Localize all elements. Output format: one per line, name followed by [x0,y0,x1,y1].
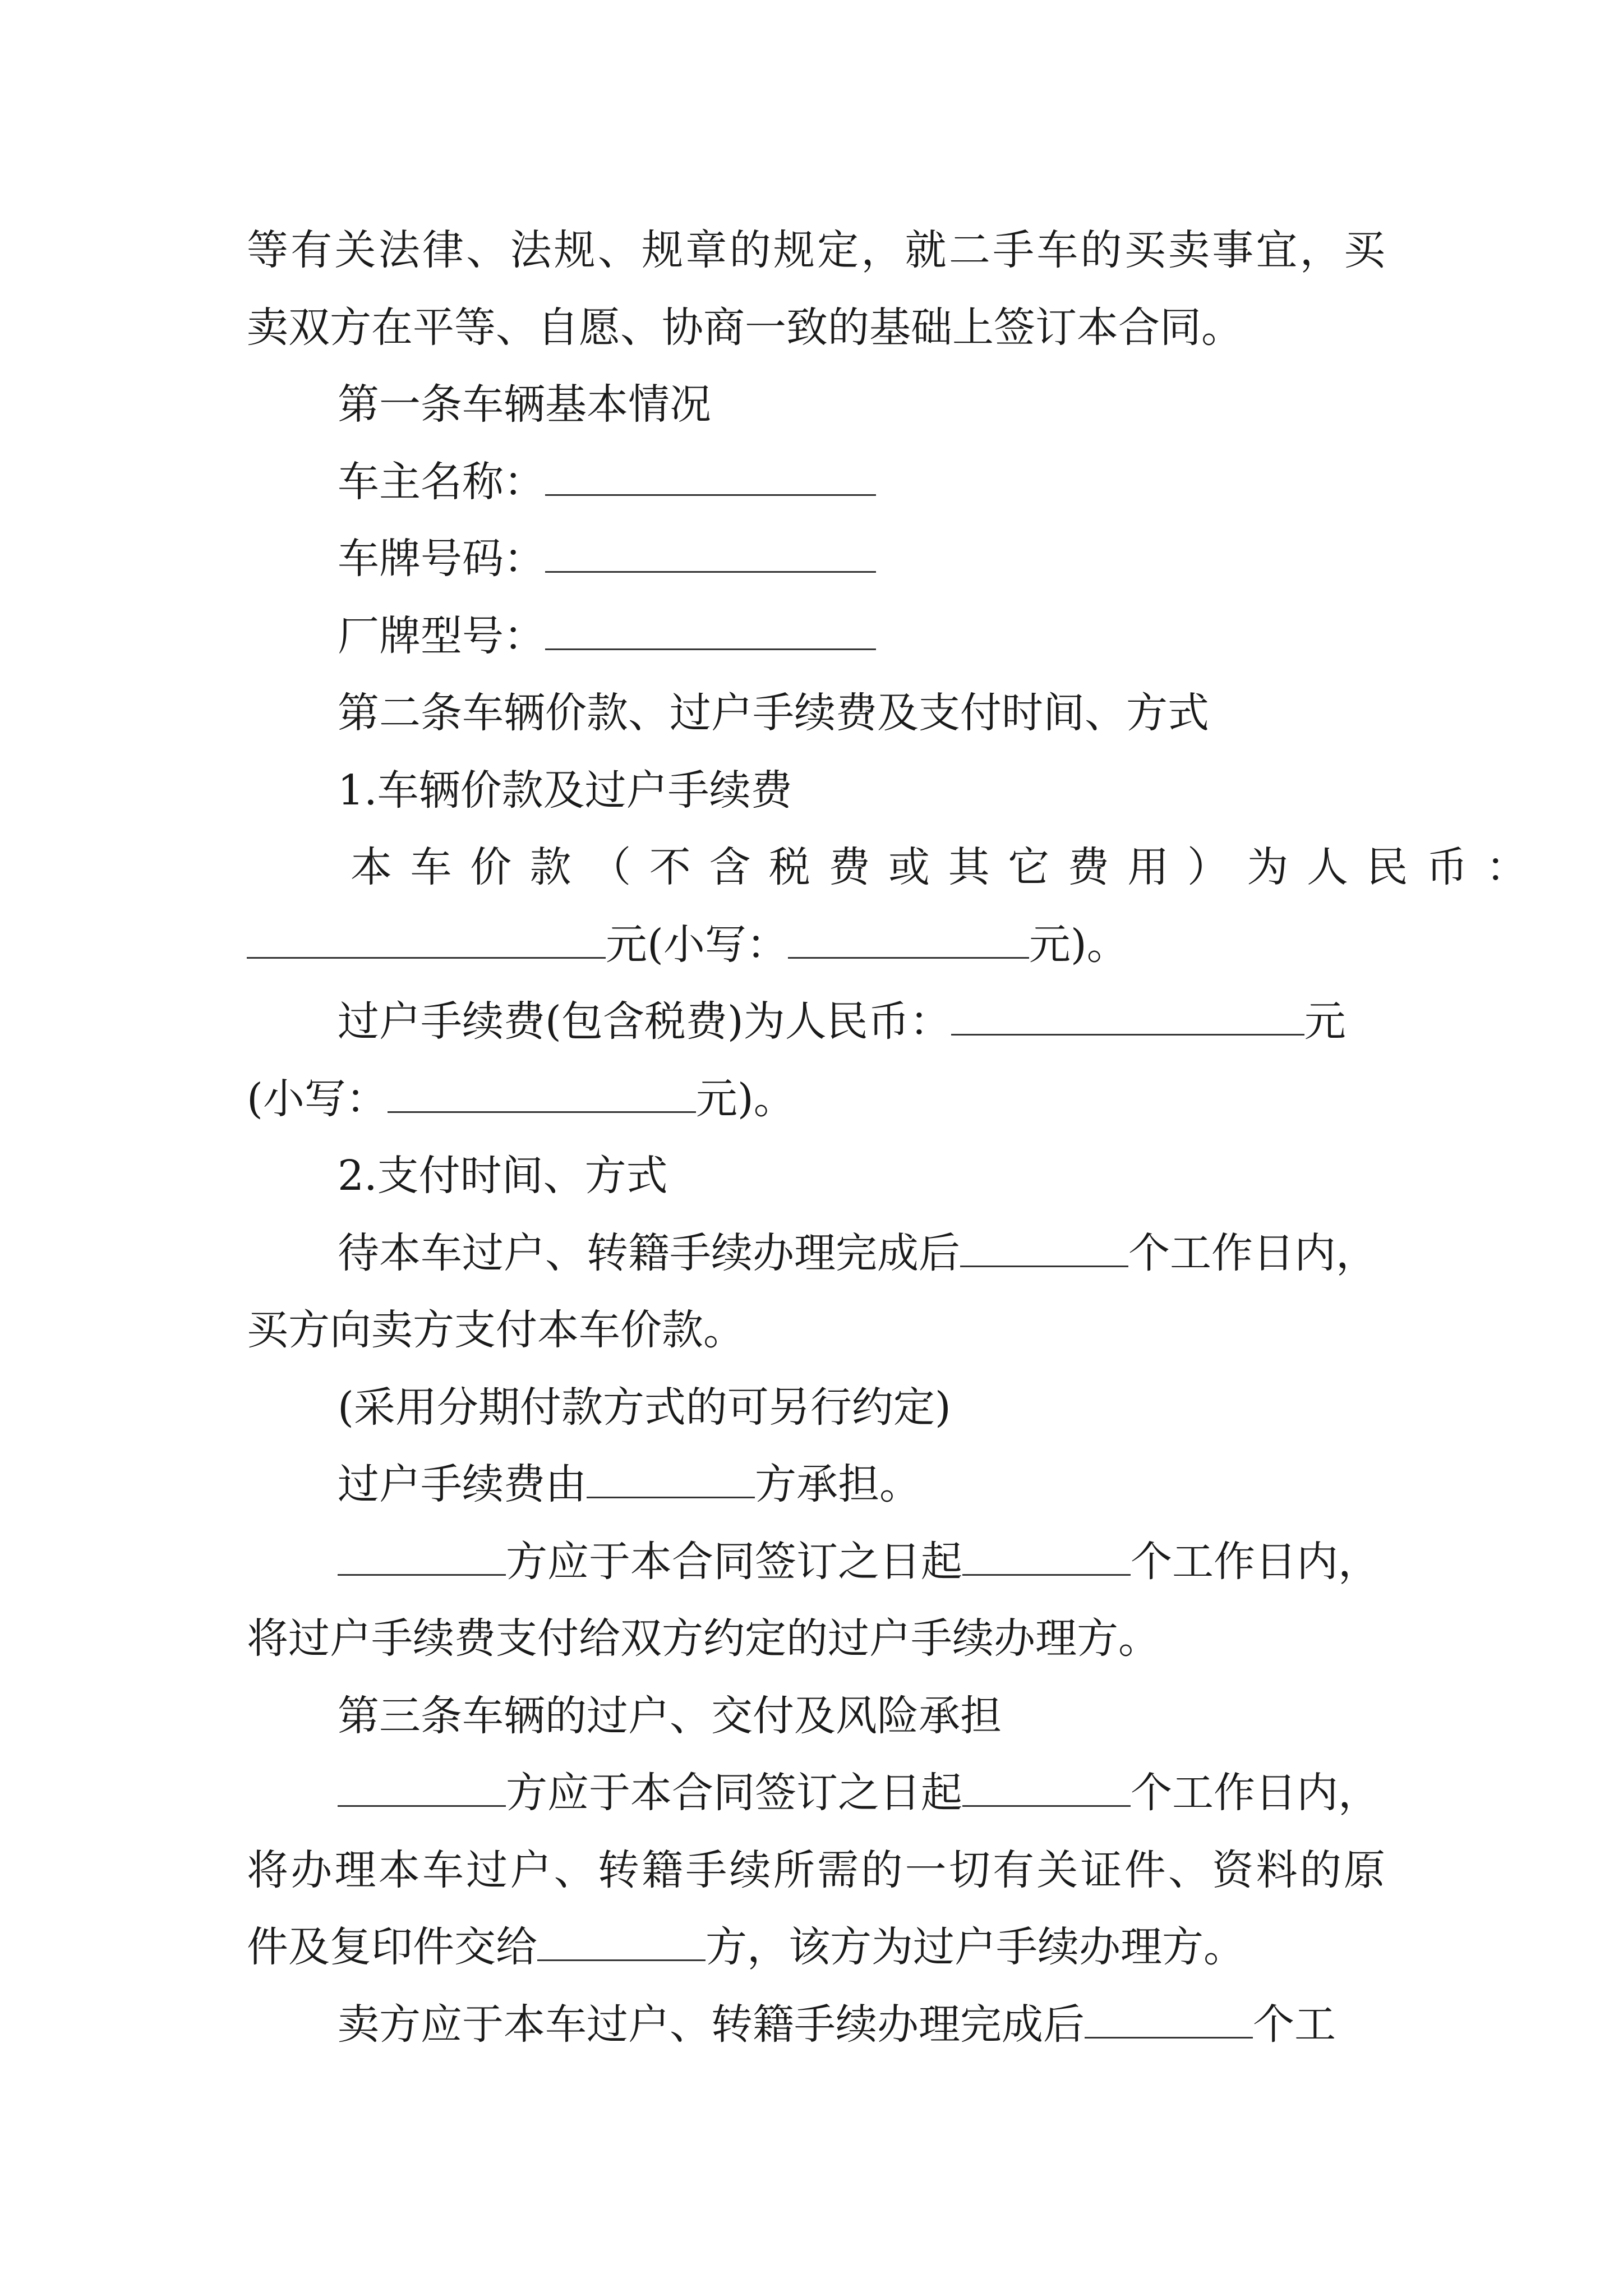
text-segment: 方，该方为过户手续办理方。 [706,1923,1245,1971]
paragraph-line [247,1600,1385,1678]
text-segment: 方承担。 [755,1460,921,1508]
text-segment: 个工作日内， [1131,1769,1380,1817]
text-segment: 个工 [1253,2000,1336,2049]
form-row-fee-payer [247,1446,1385,1524]
fee-lowercase-blank[interactable] [388,1074,696,1113]
form-row-price [247,907,1385,984]
form-row-fee-lowercase [247,1061,1385,1138]
text-segment: 将办理本车过户、转籍手续所需的一切有关证件、资料的原 [247,1846,1385,1894]
brand-model-blank[interactable] [545,611,876,650]
text-segment: (采用分期付款方式的可另行约定) [338,1383,951,1432]
text-segment: 件及复印件交给 [247,1923,537,1971]
form-row-fee [247,983,1385,1061]
form-row-payment-days [247,1215,1385,1292]
form-row-handover [247,1909,1385,1986]
form-row-fee-deadline [247,1524,1385,1601]
paragraph-line [247,1832,1385,1910]
text-segment: 本车价款（不含税费或其它费用）为人民币： [351,843,1546,891]
text-segment: 方应于本合同签订之日起 [506,1537,962,1586]
paragraph-line [247,1292,1385,1369]
paragraph-line [247,1369,1385,1447]
subsection-heading [247,752,1385,830]
owner-name-blank[interactable] [545,457,876,496]
text-segment: 个工作日内， [1128,1228,1377,1277]
handover-party-blank[interactable] [537,1922,706,1961]
payment-days-blank[interactable] [960,1228,1128,1267]
text-segment: 过户手续费由 [338,1460,587,1508]
fee-days-blank[interactable] [962,1537,1131,1576]
text-segment: 元(小写： [606,920,788,969]
form-row-model [247,598,1385,675]
form-row-seller-deadline [247,1986,1385,2064]
form-row-plate [247,521,1385,598]
section-title: 第二条车辆价款、过户手续费及支付时间、方式 [338,689,1209,737]
price-blank[interactable] [247,920,606,959]
section-heading [247,1678,1385,1755]
form-row-documents-deadline [247,1755,1385,1832]
field-label: 车主名称： [338,457,545,506]
party-blank[interactable] [338,1537,506,1576]
documents-days-blank[interactable] [962,1768,1131,1807]
section-heading [247,366,1385,444]
subsection-heading [247,1138,1385,1215]
contract-body [247,212,1546,2063]
price-lowercase-blank[interactable] [788,920,1029,959]
text-segment: 卖双方在平等、自愿、协商一致的基础上签订本合同。 [247,303,1243,352]
field-label: 车牌号码： [338,535,545,583]
paragraph-line [247,212,1385,289]
text-segment: 过户手续费(包含税费)为人民币： [338,997,951,1046]
paragraph-line [247,289,1385,367]
fee-payer-blank[interactable] [587,1460,755,1498]
text-segment: 元)。 [1029,920,1128,969]
section-title: 第一条车辆基本情况 [338,380,711,429]
text-segment: 元 [1304,997,1346,1046]
subsection-title: 2.支付时间、方式 [338,1152,668,1200]
text-segment: 卖方应于本车过户、转籍手续办理完成后 [338,2000,1085,2049]
text-segment: 等有关法律、法规、规章的规定，就二手车的买卖事宜，买 [247,226,1385,274]
party-blank[interactable] [338,1768,506,1807]
subsection-title: 1.车辆价款及过户手续费 [338,766,792,815]
text-segment: 待本车过户、转籍手续办理完成后 [338,1228,960,1277]
paragraph-line [247,829,1546,907]
form-row-owner [247,444,1385,521]
fee-blank[interactable] [951,997,1304,1036]
text-segment: 方应于本合同签订之日起 [506,1769,962,1817]
section-title: 第三条车辆的过户、交付及风险承担 [338,1691,1002,1740]
text-segment: 元)。 [695,1074,795,1123]
text-segment: (小写： [247,1074,388,1123]
plate-number-blank[interactable] [545,534,876,573]
text-segment: 买方向卖方支付本车价款。 [247,1306,745,1354]
section-heading [247,675,1385,752]
text-segment: 个工作日内， [1131,1537,1380,1586]
seller-days-blank[interactable] [1085,2000,1253,2039]
text-segment: 将过户手续费支付给双方约定的过户手续办理方。 [247,1614,1160,1663]
field-label: 厂牌型号： [338,611,545,660]
